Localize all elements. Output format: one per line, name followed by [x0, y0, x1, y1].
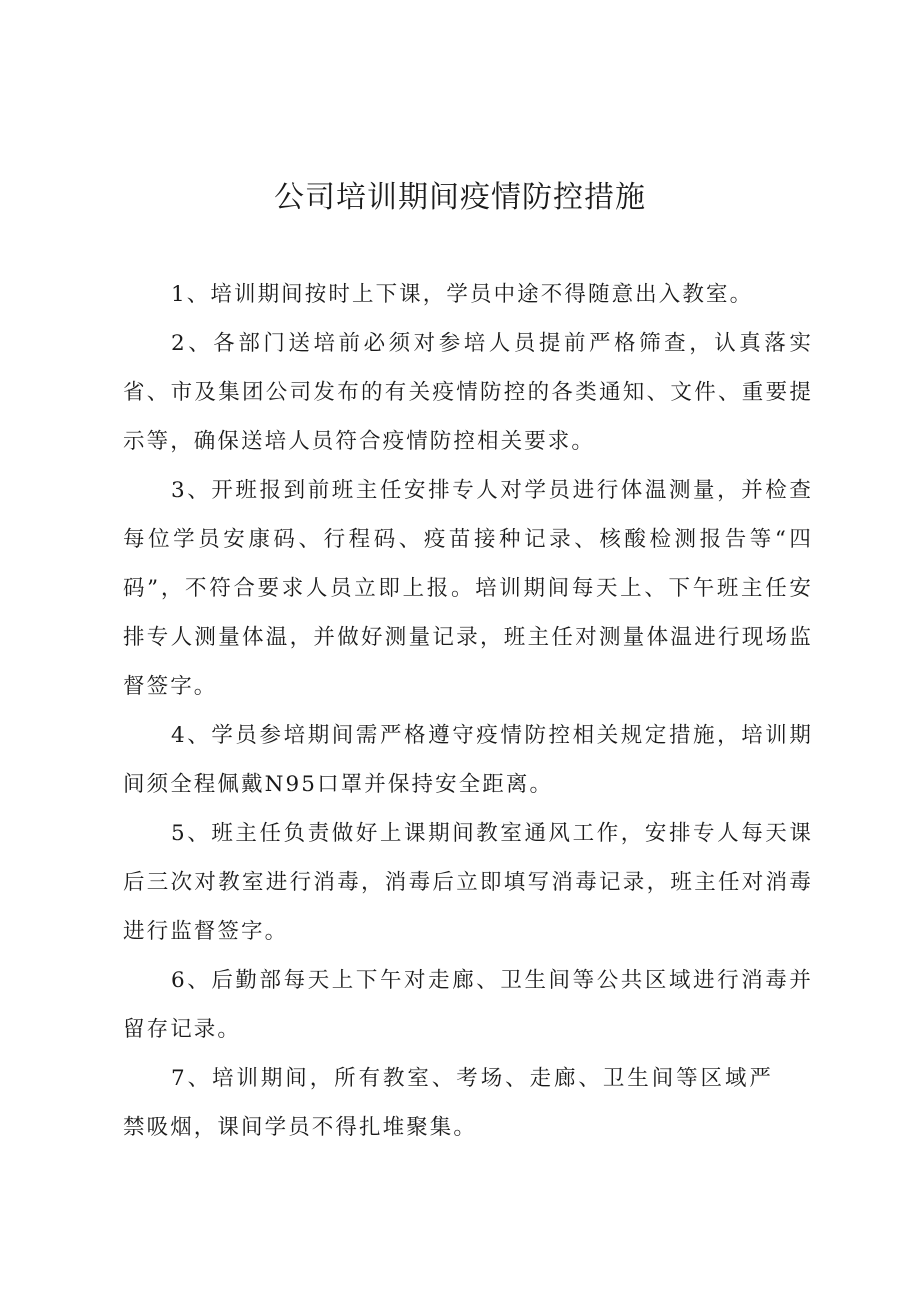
paragraph-6: 6、后勤部每天上下午对走廊、卫生间等公共区域进行消毒并留存记录。: [123, 968, 813, 1042]
paragraph-4: 4、学员参培期间需严格遵守疫情防控相关规定措施，培训期间须全程佩戴N95口罩并保持安全距离。: [123, 723, 813, 797]
document-title: 公司培训期间疫情防控措施: [274, 180, 646, 215]
paragraph-3: 3、开班报到前班主任安排专人对学员进行体温测量，并检查每位学员安康码、行程码、疫苗接种记录、核酸检测报告等“四码”，不符合要求人员立即上报。培训期间每天上、下午班主任安排专人测量体温，并做好测量记录，班主任对测量体温进行现场监督签字。: [123, 478, 813, 699]
paragraph-1: 1、培训期间按时上下课，学员中途不得随意出入教室。: [171, 282, 754, 307]
paragraph-7: 7、培训期间，所有教室、考场、走廊、卫生间等区域严禁吸烟，课间学员不得扎堆聚集。: [123, 1066, 773, 1140]
document-body: [123, 270, 813, 1152]
paragraph-5: 5、班主任负责做好上课期间教室通风工作，安排专人每天课后三次对教室进行消毒，消毒后立即填写消毒记录，班主任对消毒进行监督签字。: [123, 821, 813, 944]
paragraph-2: 2、各部门送培前必须对参培人员提前严格筛查，认真落实省、市及集团公司发布的有关疫情防控的各类通知、文件、重要提示等，确保送培人员符合疫情防控相关要求。: [123, 331, 813, 454]
